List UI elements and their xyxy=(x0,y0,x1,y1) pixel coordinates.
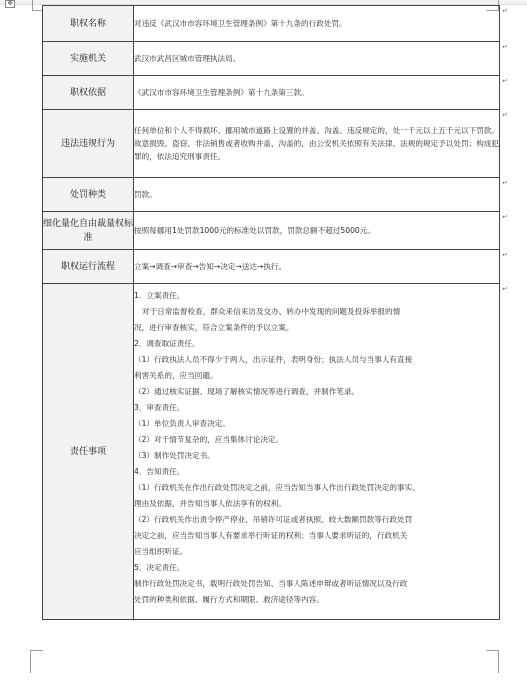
responsibility-line: 理由及依据，并告知当事人依法享有的权利。 xyxy=(134,499,286,508)
cell-end-mark: ↵ xyxy=(502,7,508,15)
responsibility-line: （2）通过核实证据、现场了解核实情况等进行调查，并制作笔录。 xyxy=(134,387,360,396)
responsibility-line: 利害关系的，应当回避。 xyxy=(134,371,218,380)
table-row xyxy=(43,178,500,212)
responsibility-line: （3）制作处罚决定书。 xyxy=(134,451,215,460)
responsibility-line: 决定之前，应当告知当事人有要求举行听证的权利；当事人要求听证的，行政机关 xyxy=(134,531,408,540)
responsibility-content[interactable] xyxy=(134,284,508,620)
table-move-handle-icon[interactable]: ✥ xyxy=(5,0,15,8)
responsibility-line: 3．审查责任。 xyxy=(134,403,185,412)
responsibility-line: 对于日常监督检查，群众来信来访及交办、转办中发现的问题及投诉举报的情 xyxy=(142,307,401,316)
responsibility-line: 处罚的种类和依据、履行方式和期限、救济途径等内容。 xyxy=(134,595,324,604)
table-row xyxy=(43,76,500,110)
responsibility-line: （2）对于情节复杂的，应当集体讨论决定。 xyxy=(134,435,284,444)
responsibility-line: 制作行政处罚决定书，载明行政处罚告知、当事人陈述申辩或者听证情况以及行政 xyxy=(134,579,408,588)
responsibility-line: 4．告知责任。 xyxy=(134,467,185,476)
responsibility-line: 况，进行审查核实，符合立案条件的予以立案。 xyxy=(134,323,294,332)
table-row xyxy=(43,212,500,250)
responsibility-line: （2）行政机关作出责令停产停业、吊销许可证或者执照、较大数额罚款等行政处罚 xyxy=(134,515,413,524)
responsibility-line: （1）行政机关在作出行政处罚决定之前，应当告知当事人作出行政处罚决定的事实、 xyxy=(134,483,420,492)
row-value[interactable]: 立案→调查→审查→告知→决定→送达→执行。 ↵ xyxy=(134,250,500,284)
row-label: 处罚种类 xyxy=(43,178,134,212)
row-value[interactable]: 对违反《武汉市市容环境卫生管理条例》第十九条的行政处罚。 ↵ xyxy=(134,6,500,42)
row-value[interactable]: 《武汉市市容环境卫生管理条例》第十九条第三款。 ↵ xyxy=(134,76,500,110)
row-label: 违法违规行为 xyxy=(43,110,134,178)
cell-end-mark: ↵ xyxy=(502,251,508,259)
table-row xyxy=(43,6,500,42)
row-label: 职权运行流程 xyxy=(43,250,134,284)
row-value[interactable]: 武汉市武昌区城市管理执法局。 ↵ xyxy=(134,42,500,76)
row-label: 职权名称 xyxy=(43,6,134,42)
row-label: 职权依据 xyxy=(43,76,134,110)
margin-corner-mark xyxy=(30,650,43,673)
margin-corner-mark xyxy=(486,650,499,673)
row-label: 细化量化自由裁量权标准 xyxy=(43,212,134,250)
row-value[interactable]: 任何单位和个人不得损坏、挪用城市道路上设置的井盖、沟盖。违反规定的，处一千元以上五千元以下罚款。故意损毁、盗窃、非法销售或者收购井盖、沟盖的，由公安机关依照有关法律、法规的规定予以处罚；构成犯罪的，依法追究刑事责任。 ↵ xyxy=(134,110,500,178)
row-value[interactable]: 按照每挪用1处罚款1000元的标准处以罚款，罚款总额不超过5000元。 ↵ xyxy=(134,212,500,250)
cell-end-mark: ↵ xyxy=(502,77,508,85)
table-row xyxy=(43,42,500,76)
responsibility-line: 2．调查取证责任。 xyxy=(134,339,200,348)
responsibility-line: 1．立案责任。 xyxy=(134,291,185,300)
row-label: 责任事项 xyxy=(43,284,134,620)
row-label: 实施机关 xyxy=(43,42,134,76)
cell-end-mark: ↵ xyxy=(502,111,508,119)
table-row xyxy=(43,250,500,284)
responsibility-line: 5．决定责任。 xyxy=(134,563,185,572)
cell-end-mark: ↵ xyxy=(502,43,508,51)
cell-end-mark: ↵ xyxy=(502,179,508,187)
responsibility-line: 应当组织听证。 xyxy=(134,547,188,556)
row-value[interactable]: 罚款。 ↵ xyxy=(134,178,500,212)
responsibility-line: （1）行政执法人员不得少于两人，出示证件，表明身份；执法人员与当事人有直接 xyxy=(134,355,413,364)
cell-end-mark: ↵ xyxy=(502,213,508,221)
table-row xyxy=(43,284,500,620)
responsibility-line: （1）单位负责人审查决定。 xyxy=(134,419,230,428)
cell-end-mark: ↵ xyxy=(502,285,508,293)
authority-table xyxy=(42,5,508,620)
table-row xyxy=(43,110,500,178)
